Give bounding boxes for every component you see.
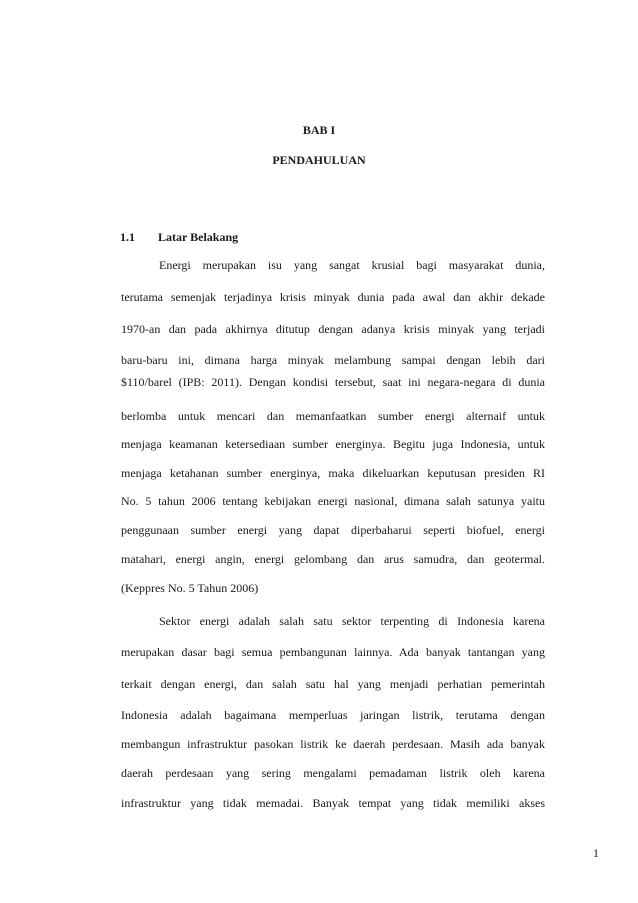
- text-line: penggunaan sumber energi yang dapat diperbaharui seperti biofuel, energi: [121, 523, 545, 537]
- chapter-label: BAB I: [302, 123, 336, 137]
- page-number: 1: [593, 846, 599, 860]
- text-line: daerah perdesaan yang sering mengalami pemadaman listrik oleh karena: [121, 766, 545, 780]
- section-heading: [120, 230, 238, 245]
- text-line: Indonesia adalah bagaimana memperluas jaringan listrik, terutama dengan: [121, 708, 545, 722]
- text-line: menjaga keamanan ketersediaan sumber energinya. Begitu juga Indonesia, untuk: [121, 437, 545, 451]
- chapter-title: PENDAHULUAN: [272, 153, 366, 167]
- text-line: $110/barel (IPB: 2011). Dengan kondisi tersebut, saat ini negara-negara di dunia: [121, 375, 545, 389]
- text-line: Energi merupakan isu yang sangat krusial bagi masyarakat dunia,: [159, 258, 545, 272]
- text-line: membangun infrastruktur pasokan listrik ke daerah perdesaan. Masih ada banyak: [121, 737, 545, 751]
- text-line: merupakan dasar bagi semua pembangunan lainnya. Ada banyak tantangan yang: [121, 645, 545, 659]
- text-line: baru-baru ini, dimana harga minyak melambung sampai dengan lebih dari: [121, 353, 545, 367]
- section-number: 1.1: [120, 230, 135, 244]
- text-line: terutama semenjak terjadinya krisis minyak dunia pada awal dan akhir dekade: [121, 290, 545, 304]
- text-line: menjaga ketahanan sumber energinya, maka dikeluarkan keputusan presiden RI: [121, 466, 545, 480]
- text-line: matahari, energi angin, energi gelombang dan arus samudra, dan geotermal.: [121, 552, 545, 566]
- text-line: Sektor energi adalah salah satu sektor terpenting di Indonesia karena: [159, 614, 545, 628]
- text-line: No. 5 tahun 2006 tentang kebijakan energi nasional, dimana salah satunya yaitu: [121, 494, 545, 508]
- text-line: 1970-an dan pada akhirnya ditutup dengan adanya krisis minyak yang terjadi: [121, 322, 545, 336]
- text-line: terkait dengan energi, dan salah satu hal yang menjadi perhatian pemerintah: [121, 677, 545, 691]
- text-line: infrastruktur yang tidak memadai. Banyak tempat yang tidak memiliki akses: [121, 796, 545, 810]
- text-line: (Keppres No. 5 Tahun 2006): [121, 581, 259, 595]
- text-line: berlomba untuk mencari dan memanfaatkan sumber energi alternaif untuk: [121, 409, 545, 423]
- section-title: Latar Belakang: [158, 230, 239, 244]
